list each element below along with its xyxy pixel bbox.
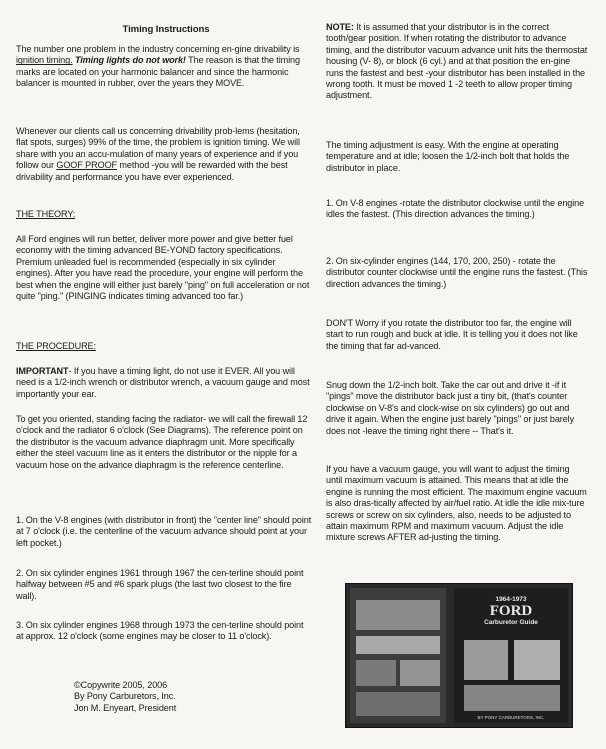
company-line: By Pony Carburetors, Inc. bbox=[74, 691, 176, 702]
theory-heading: THE THEORY: bbox=[16, 209, 76, 219]
intro-paragraph bbox=[16, 44, 312, 90]
document-title: Timing Instructions bbox=[122, 24, 210, 35]
intro-text: The number one problem in the industry concerning en-gine drivability is bbox=[16, 44, 300, 54]
cover-subtitle: Carburetor Guide bbox=[484, 619, 538, 626]
note-text: It is assumed that your distributor is in the correct tooth/gear position. If when rotating the distributor to advance timing, and the distributor vacuum advance unit hits the thermostat housing (V- 8), or block (6 cyl.) and at that position the en-gine runs the fastest and best -your distributor has been installed in the wrong tooth. It must be moved 1 -2 teeth to allow proper timing adjustment. bbox=[326, 22, 588, 101]
step-2: 2. On six cylinder engines 1961 through 1967 the cen-terline should point halfway between #5 and #6 spark plugs (the last two closest to the fire wall). bbox=[16, 568, 304, 601]
theory-paragraph: All Ford engines will run better, deliver more power and give better fuel economy with the timing advanced BE-YOND factory specifications. Premium unleaded fuel is recommended (especially in six cylinder engines). After you have read the procedure, your engine will perform the best when the engine will either just barely "ping" on full acceleration or not quite "ping." (PINGING indicates timing advanced too far.) bbox=[16, 234, 310, 302]
carburetor-photo bbox=[514, 640, 560, 680]
left-column bbox=[16, 0, 312, 713]
clients-paragraph bbox=[16, 126, 312, 183]
cover-photo-collage bbox=[350, 588, 446, 723]
ignition-timing-text: ignition timing. bbox=[16, 55, 73, 66]
important-paragraph bbox=[16, 366, 312, 400]
clients-text: Whenever our clients call us concerning drivability prob-lems (hesitation, flat spots, surges) 99% of the time, the problem is ignition timing. We will share with you an accu-mulation of many years of experience and if you follow our bbox=[16, 126, 300, 171]
intro-text-2: The reason is that the timing marks are located on your harmonic balancer and since the harmonic balancer is mounted in rubber, over the years they MOVE. bbox=[16, 55, 300, 89]
goof-proof-text: GOOF PROOF bbox=[56, 160, 117, 171]
engine-photo bbox=[400, 660, 440, 686]
cover-brand: FORD bbox=[489, 603, 533, 619]
right-step-2: 2. On six-cylinder engines (144, 170, 200, 250) - rotate the distributor counter clockwise until the engine runs the fastest. (This direction advances the timing.) bbox=[326, 256, 588, 289]
note-label: NOTE: bbox=[326, 22, 354, 32]
author-line: Jon M. Enyeart, President bbox=[74, 702, 177, 713]
important-label: IMPORTANT bbox=[16, 366, 69, 376]
copyright-line: ©Copywrite 2005, 2006 bbox=[74, 680, 168, 690]
cover-title-panel bbox=[454, 588, 568, 723]
cover-title bbox=[454, 596, 568, 627]
procedure-heading: THE PROCEDURE: bbox=[16, 341, 96, 351]
step-1: 1. On the V-8 engines (with distributor in front) the "center line" should point at 7 o'clock (i.e. the centerline of the vacuum advance should point at your left pocket.) bbox=[16, 515, 312, 548]
orientation-paragraph: To get you oriented, standing facing the radiator- we will call the firewall 12 o'clock and the radiator 6 o'clock (See Diagrams). The reference point on the distributor is the vacuum advance diaphragm unit. More specifically either the steel vacuum line as it enters the distributor or the nipple for a vacuum hose on the advance diaphragm is the reference centerline. bbox=[16, 414, 308, 470]
carburetor-photo bbox=[464, 685, 560, 711]
engine-photo bbox=[356, 600, 440, 630]
engine-photo bbox=[356, 692, 440, 716]
cover-years: 1964-1973 bbox=[495, 596, 527, 603]
book-cover-image bbox=[345, 583, 573, 728]
carburetor-photo bbox=[464, 640, 508, 680]
important-text: - If you have a timing light, do not use it EVER. All you will need is a 1/2-inch wrench or distributor wrench, a vacuum gauge and most importantly your ear. bbox=[16, 366, 310, 399]
snug-paragraph: Snug down the 1/2-inch bolt. Take the car out and drive it -if it "pings" move the distributor back just a tiny bit, (that's counter clockwise on V-8's and clock-wise on six cylinders) go out and drive it again. When the engine just barely "pings" or just barely does not -leave the timing right there -- That's it. bbox=[326, 380, 575, 436]
dont-worry-paragraph: DON'T Worry if you rotate the distributor too far, the engine will start to run rough and buck at idle. It is telling you it does not like the timing that far ad-vanced. bbox=[326, 318, 578, 351]
step-3: 3. On six cylinder engines 1968 through 1973 the cen-terline should point at approx. 12 o'clock (some engines may be closer to 11 o'clock). bbox=[16, 620, 304, 642]
timing-lights-warning: Timing lights do not work! bbox=[72, 55, 186, 66]
engine-photo bbox=[356, 636, 440, 654]
note-paragraph bbox=[326, 22, 588, 102]
engine-photo bbox=[356, 660, 396, 686]
vacuum-paragraph: If you have a vacuum gauge, you will want to adjust the timing until maximum vacuum is attained. This means that at idle the engine is running the most efficient. The maximum engine vacuum is also dras-tically affected by air/fuel ratio. At idle the idle mix-ture screws or screw on six cylinders, also, needs to be adjusted to attain maximum RPM and maximum vacuum. Adjust the idle mixture screws AFTER ad-justing the timing. bbox=[326, 464, 587, 543]
right-step-1: 1. On V-8 engines -rotate the distributor clockwise until the engine idles the fastest. (This direction advances the timing.) bbox=[326, 198, 585, 220]
clients-text-2: method -you will be rewarded with the best drivability and performance you have ever experienced. bbox=[16, 160, 288, 182]
signature-block bbox=[16, 680, 312, 714]
cover-publisher: BY PONY CARBURETORS, INC. bbox=[477, 715, 545, 720]
adjustment-paragraph: The timing adjustment is easy. With the engine at operating temperature and at idle; loosen the 1/2-inch bolt that holds the distributor in place. bbox=[326, 140, 570, 173]
